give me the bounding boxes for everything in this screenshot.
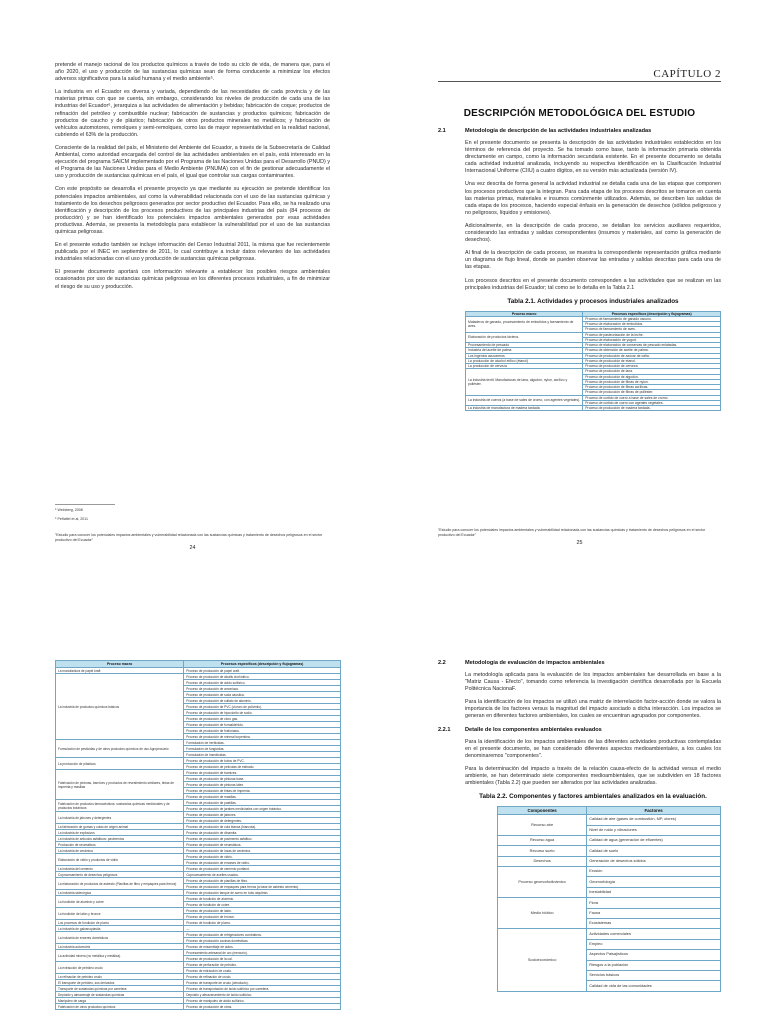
table-cell: Inestabilidad (587, 887, 721, 897)
table-cell: Proceso de faenamiento de aves. (583, 327, 721, 332)
table-cell: Proceso de producción de losas de cerámica. (184, 848, 341, 854)
paragraph: Los procesos descritos en el presente documento corresponden a las actividades que se realizan en las principales industrias del Ecuador; tal como se lo detalla en la Tabla 2.1 (465, 277, 721, 291)
table-cell-group: La industria de artículos asfálticos: pavimentos (56, 836, 184, 842)
table-cell: Proceso de producción de amoníaco. (184, 686, 341, 692)
table-cell-group: La fundición de aluminio y cobre (56, 896, 184, 908)
paragraph: La industria en el Ecuador es diversa y variada, dependiendo de las necesidades de cada provincia y de las materias primas con que se cuenta, sin embargo, considerando los niveles de producción de cada una de las industrias del Ecuador⁶, jerarquiza a las actividades de alimentación y bebidas; fabricación de coque; productos de refinación del petróleo y combustible nuclear; fabricación de sustancias y productos químicos; fabricación de productos de caucho y de plástico; fabricación de otros productos minerales no metálicos; y fabricación de vehículos automotores, remolques y semi-remolques, como las de mayor representatividad en la realidad nacional, cubriendo el 63% de la producción. (55, 89, 330, 138)
table-cell: Proceso de producción de bronce. (184, 914, 341, 920)
page24-body (55, 62, 330, 291)
table-cell-group: La industria del cemento (56, 866, 184, 872)
table-cell-group: Mataderos de ganado, procesamiento de embutidos y faenamiento de aves. (466, 316, 583, 332)
table-cell: Proceso de producción de la cal. (184, 956, 341, 962)
table-cell: Proceso de producción de detergentes. (184, 818, 341, 824)
paragraph: Para la determinación del impacto a través de la relación causa-efecto de la actividad versus el medio ambiente, se han determinado siete componentes medioambientales, que se subdividen en 18 factores ambientales (Tabla 2.2) que pueden ser alterados por las actividades analizadas. (465, 765, 721, 787)
table-cell-group: Depósito y almacenaje de sustancias químicas (56, 992, 184, 998)
table-cell: Proceso de producción de latón. (184, 908, 341, 914)
table-row (498, 929, 721, 939)
paragraph: Al final de la descripción de cada proceso, se muestra la correspondiente representación gráfica mediante un diagrama de flujo lineal, donde se pueden observar las entradas y salidas descritas para cada una de las etapas. (465, 250, 721, 271)
table-cell: Proceso de producción de lana. (583, 369, 721, 374)
section-number: 2.2 (438, 660, 446, 666)
table-cell: Proceso de producción de formaldehído. (184, 722, 341, 728)
table-cell: Proceso de transporte de crudo (oleoducto). (184, 980, 341, 986)
table-title: Tabla 2.2. Componentes y factores ambientales analizados en la evaluación. (479, 793, 707, 801)
table-cell: Proceso de producción de azúcar de caña. (583, 353, 721, 358)
paragraph: En el presente documento se presenta la descripción de las actividades industriales establecidos en los términos de referencia del proyecto. Se ha tomado como base, tanto la información primaria obtenida directamente en campo, como la información secundaria existente. En el presente documento se detalla cada actividad industrial analizada, incluyendo su respectiva identificación en la Clasificación Industrial Internacional Uniforme (CIIU) a cuatro dígitos, en su versión más actualizada (versión IV). (465, 140, 721, 175)
table-cell: Proceso de producción tanque de acero en tubo alquitrán. (184, 890, 341, 896)
table-cell-group: Proceso geomorfodinámico (498, 867, 587, 898)
table-cell: Proceso de producción de planillas de fibro. (184, 878, 341, 884)
table-cell: Proceso de producción de papel craft. (184, 668, 341, 674)
table-row (466, 406, 721, 411)
table-cell: Proceso de producción de tintas de imprenta. (184, 788, 341, 794)
table-cell-group: Formulación de pesticidas y de otros productos químicos de uso Agropecuario (56, 740, 184, 758)
table-cell: Proceso de producción de pavimento asfáltico. (184, 836, 341, 842)
table-cell-group: La industria textil: Manufacturas de lana, algodón, nylon, acrílico y poliéster. (466, 369, 583, 395)
table-cell: Proceso de fundición de aluminio. (184, 896, 341, 902)
table-cell-group: La producción de plásticos (56, 758, 184, 770)
table-cell: Riesgos a la población (587, 960, 721, 970)
table-cell: Proceso de producción de jabones. (184, 812, 341, 818)
table-cell: Proceso de transportación de ácido sulfúrico por carretera. (184, 986, 341, 992)
table-cell: Proceso de faenamiento de ganado vacuno. (583, 316, 721, 321)
table-cell: Proceso de producción de álcalis clorhídrico. (184, 674, 341, 680)
table-cell: Aspectos Paisajísticos (587, 950, 721, 960)
table-cell: Proceso de elaboración de yogurt. (583, 337, 721, 342)
table-cell: Proceso de obtención de aceite de palma. (583, 348, 721, 353)
table-cell-group: La fundición de latón y bronce (56, 908, 184, 920)
table-cell: Proceso de producción de fibras de nylon. (583, 379, 721, 384)
table-cell-group: Fabricación de pinturas, barnices y productos de revestimiento similares, tintas de imprenta y masillas (56, 770, 184, 800)
subsection-number: 2.2.1 (438, 726, 451, 733)
table-cell: Proceso de producción de soda cáustica. (184, 692, 341, 698)
table-cell: — (184, 926, 341, 932)
table-cell-group: La extracción de petróleo crudo (56, 962, 184, 974)
table-cell: Coprocesamiento de aceites usados. (184, 872, 341, 878)
section-title: Metodología de evaluación de impactos ambientales (465, 660, 605, 666)
table-cell-group: Fabricación de otros productos químicos (56, 1004, 184, 1010)
paragraph: La metodología aplicada para la evaluación de los impactos ambientales fue desarrollada en base a la "Matriz Causa - Efecto", tomando como referencia la investigación científica desarrollada por la Escuela Politécnica NacionaF. (465, 672, 721, 693)
table-cell: Proceso de ensamblaje de autos. (184, 944, 341, 950)
table-cell-group: Socioeconómico (498, 929, 587, 991)
paragraph: Para la identificación de los impactos ambientales de las diferentes actividades productivas contempladas en el presente documento, se han considerado diferentes aspectos medioambientales, a los cuales los denominaremos "componentes". (465, 738, 721, 759)
table-cell: Servicios básicos (587, 970, 721, 980)
table-row (498, 846, 721, 856)
table-cell: Calidad de vida de las comunidades (587, 981, 721, 991)
table-cell: Proceso de curtido de cuero a base de sales de cromo. (583, 395, 721, 400)
table-cell: Proceso de producción de PVC (cloruro de polivinilo). (184, 704, 341, 710)
table-cell: Proceso de producción de ácido sulfúrico. (184, 680, 341, 686)
page-24 (55, 62, 330, 562)
table-cell-group: La fabricación de gomas y colas de origen animal (56, 824, 184, 830)
table-cell: Proceso de elaboración de embutidos. (583, 322, 721, 327)
table-cell: Proceso de producción de cemento portland. (184, 866, 341, 872)
table-header: Componentes (498, 807, 587, 815)
paragraph: Una vez descrita de forma general la actividad industrial se detalla cada una de las etapas que componen los procesos productivos que la integran. Para cada etapa de los procesos descritos se tomaron en cuenta las materias primas, materiales e insumos comúnmente utilizados. Además, se describen las salidas de cada etapa de los procesos, haciendo especial énfasis en la generación de desechos (sólidos peligrosos y no peligrosos, líquidos y emisiones). (465, 181, 721, 216)
section-heading (438, 660, 721, 666)
table-cell-group: Recurso suelo (498, 846, 587, 856)
paragraph: Adicionalmente, en la descripción de cada proceso, se detallan los servicios auxiliares requeridos, considerando las entradas y salidas correspondientes (insumos y materiales, así como la generación de desechos). (465, 222, 721, 244)
table-cell-group: La industria de productos químicos básicos (56, 674, 184, 740)
table-cell-group: Los ingenios azucareros (466, 353, 583, 358)
table-cell: Proceso de producción de dinamita. (184, 830, 341, 836)
table-cell-group: La producción de cerveza (466, 364, 583, 369)
table-cell: Proceso de producción cocinas domésticas. (184, 938, 341, 944)
table-2-2 (497, 806, 721, 992)
table-cell-group: La industria de enseres domésticos (56, 932, 184, 944)
footnote: ⁶ Peñafiel et al, 2011 (55, 516, 88, 521)
section-number: 2.1 (438, 128, 446, 134)
table-row (498, 856, 721, 866)
table-row (498, 815, 721, 825)
table-cell: Proceso de producción de fibras de poliéster. (583, 390, 721, 395)
subsection-body (438, 739, 721, 992)
table-cell: Actividades comerciales (587, 929, 721, 939)
table-cell: Proceso de producción de madera tardada. (583, 406, 721, 411)
table-cell: Fauna (587, 908, 721, 918)
table-cell: Proceso de producción de algodón. (583, 374, 721, 379)
paragraph: Con este propósito se desarrolla el presente proyecto ya que mediante su ejecución se pretende identificar los potenciales impactos ambientales, así como la vulnerabilidad relacionada con el uso de las sustancias químicas y tratamiento de los desechos peligrosos generados por sector productivo del Ecuador. Para ello, se ha realizado una identificación y descripción de los procesos productivos de las principales industrias del país (84 procesos de producción) y se han identificado los potenciales impactos ambientales generados por esas actividades productivas. Además, se presenta la metodología para establecer la vulnerabilidad por el uso de las sustancias químicas peligrosas. (55, 186, 330, 235)
table-cell-group: La industria siderúrgica (56, 890, 184, 896)
table-cell: Proceso de extracción de crudo. (184, 968, 341, 974)
table-cell: Empleo (587, 939, 721, 949)
table-cell: Proceso de producción de fosfonatos. (184, 728, 341, 734)
table-row (56, 1004, 341, 1010)
table-cell-group: Procesamiento de pescado (466, 343, 583, 348)
table-cell: Flora (587, 898, 721, 908)
table-cell: Generación de desechos sólidos (587, 856, 721, 866)
table-cell: Proceso de producción de pastillas. (184, 800, 341, 806)
table-cell-group: La industria automotriz (56, 944, 184, 950)
table-cell: Formulación de insecticidas. (184, 752, 341, 758)
table-cell-group: La refinación de petróleo crudo (56, 974, 184, 980)
chapter-heading: CAPÍTULO 2 (653, 68, 721, 80)
table-title: Tabla 2.1. Actividades y procesos industriales analizados (507, 297, 679, 305)
table-cell: Proceso de producción de otros. (184, 1004, 341, 1010)
table-cell: Proceso de producción de envases de vidrio. (184, 860, 341, 866)
page-26 (55, 660, 341, 1024)
table-cell-group: La industria de galvanoplastía (56, 926, 184, 932)
table-cell: Proceso de producción de sulfato de aluminio. (184, 698, 341, 704)
table-cell: Proceso de producción de barnices. (184, 770, 341, 776)
table-header: Factores (587, 807, 721, 815)
table-cell: Proceso de producción de cola blanca (blancola). (184, 824, 341, 830)
section-body (438, 140, 721, 411)
paragraph: El presente documento aportará con información relevante a establecer los posibles riesgos ambientales ocasionados por uso de sustancias químicas peligrosas en los diferentes procesos industriales, a fin de minimizar el riesgo de su uso y producción. (55, 269, 330, 290)
footnote: ⁵ Weinberg, 2008 (55, 507, 83, 512)
table-cell-group: Elaboración de productos lácteos. (466, 332, 583, 343)
table-cell: Erosión (587, 867, 721, 877)
page-25 (438, 62, 721, 562)
table-cell: Proceso de producción de películas de estirado. (184, 764, 341, 770)
table-cell-group: Elaboración de vidrio y productos de vidrio (56, 854, 184, 866)
table-cell-group: Industria del aceite de palma (466, 348, 583, 353)
table-cell: Depósito y almacenamiento de ácido sulfúrico. (184, 992, 341, 998)
table-row (498, 867, 721, 877)
table-cell-group: Medio biótico (498, 898, 587, 929)
table-cell: Proceso de producción de cerveza. (583, 364, 721, 369)
table-cell: Proceso de perforación de petróleo. (184, 962, 341, 968)
table-2-1-continued (55, 660, 341, 1010)
table-cell-group: La elaboración de productos de asbesto (Planillas de fibro y empaques para frenos) (56, 878, 184, 890)
table-header: Procesos específicos (descripción y flujogramas) (184, 661, 341, 668)
table-cell: Proceso de manipuleo de ácido sulfúrico. (184, 998, 341, 1004)
table-cell: Proceso de producción de neumáticos. (184, 842, 341, 848)
table-cell-group: Desechos (498, 856, 587, 866)
table-cell: Proceso de producción de refrigeradores combativos. (184, 932, 341, 938)
section-title: Metodología de descripción de las actividades industriales analizadas (465, 128, 652, 134)
subsection-title: Detalle de los componentes ambientales evaluados (465, 726, 602, 733)
table-cell: Proceso de producción de masillas. (184, 794, 341, 800)
table-cell: Ecosistemas (587, 919, 721, 929)
table-cell-group: Los procesos de fundición de plomo (56, 920, 184, 926)
section-body (438, 672, 721, 721)
table-cell: Proceso de producción de hipoclorito de sodio. (184, 710, 341, 716)
footer-note: "Estudio para conocer los potenciales impactos ambientales y vulnerabilidad relacionada con las sustancias químicas y tratamiento de desechos peligrosos en el sector productivo del Ecuador" (55, 532, 323, 542)
table-row (498, 898, 721, 908)
paragraph: Consciente de la realidad del país, el Ministerio del Ambiente del Ecuador, a través de la Subsecretaría de Calidad Ambiental, como autoridad encargada del control de las actividades ambientales en el país, está interesado en la ejecución del programa SAICM implementado por el Programa de las Naciones Unidas para el Desarrollo (PNUD) y el Programa de las Naciones Unidas para el Medio Ambiente (PNUMA) con el fin de gestionar adecuadamente el uso y producción de sustancias químicas en el país, el igual que controlar sus cargas contaminantes. (55, 144, 330, 180)
table-cell: Proceso de producción de pinturas base. (184, 776, 341, 782)
table-cell-group: El transporte de petróleo, sus derivados (56, 980, 184, 986)
table-header: Procesos específicos (descripción y flujogramas) (583, 311, 721, 316)
subsection-heading (438, 727, 721, 733)
page-27 (438, 660, 721, 1024)
table-cell: Proceso de producción de empaques para frenos (a base de asbesto cemento). (184, 884, 341, 890)
table-cell: Formulación de herbicidas. (184, 740, 341, 746)
paragraph: pretende el manejo racional de los productos químicos a través de todo su ciclo de vida, de manera que, para el año 2020, el uso y producción de las sustancias químicas sean de forma conducente a minimizar los efectos adversos significativos para la salud humana y el medio ambiente⁵. (55, 62, 330, 83)
table-cell: Proceso de producción de jarabes medicinales con origen botánico. (184, 806, 341, 812)
table-cell-group: Recurso agua (498, 835, 587, 845)
footnote-divider (55, 504, 115, 505)
table-cell: Calidad de suelo (587, 846, 721, 856)
table-cell-group: La industria de cueros (a base de sales de cromo, con agentes vegetales). (466, 395, 583, 406)
table-cell-group: Fabricación de productos farmacéuticos: sustancias químicas medicinales y de productos botánicos (56, 800, 184, 812)
table-cell: Formulación de fungicidas. (184, 746, 341, 752)
table-cell-group: La producción de alcohol etílico (etanol) (466, 358, 583, 363)
table-cell: Proceso de producción de vidrio. (184, 854, 341, 860)
table-cell-group: La actividad minera (no metálica y metálica). (56, 950, 184, 962)
table-row (498, 835, 721, 845)
table-cell: Nivel de ruido y vibraciones (587, 825, 721, 835)
page25-footer (438, 528, 721, 546)
page-number: 25 (576, 540, 583, 547)
table-cell: Proceso de refinación de crudo. (184, 974, 341, 980)
table-cell-group: Producción de neumáticos (56, 842, 184, 848)
table-cell-group: La industria de cerámica (56, 848, 184, 854)
table-cell-group: Recurso aire (498, 815, 587, 836)
table-cell: Proceso de fundición de cobre. (184, 902, 341, 908)
paragraph: Para la identificación de los impactos se utilizó una matriz de interrelación factor-acción donde se valora la importancia de los factores versus la magnitud del impacto asociado a dicha interacción. Los impactos se generan en diferentes factores ambientales, los cuales se encuentran agrupados por componentes. (465, 699, 721, 720)
table-cell-group: Transporte de sustancias químicas por carretera (56, 986, 184, 992)
table-cell: Geomorfología (587, 877, 721, 887)
table-cell: Proceso de producción de etanol. (583, 358, 721, 363)
table-cell: Procesamiento artesanal de oro (mercurio). (184, 950, 341, 956)
table-cell-group: Manipuleo de carga (56, 998, 184, 1004)
table-cell-group: La industria de explosivos (56, 830, 184, 836)
table-header: Proceso macro (466, 311, 583, 316)
table-2-1 (465, 311, 721, 412)
table-header: Proceso macro (56, 661, 184, 668)
table-cell: Proceso de producción de cloro gas. (184, 716, 341, 722)
page-number: 24 (189, 544, 196, 551)
page24-footer (55, 500, 330, 551)
paragraph: En el presente estudio también se incluye información del Censo Industrial 2011, la misma que fue recientemente publicada por el INEC en septiembre de 2011, lo cual contribuye a incluir datos relevantes de las actividades industriales relacionadas con el uso y producción de sustancias químicas peligrosas. (55, 242, 330, 263)
table-cell-group: La industria de jabones y detergentes (56, 812, 184, 824)
table-cell: Calidad de agua (generación de efluentes) (587, 835, 721, 845)
table-cell: Proceso de producción de tubos de PVC. (184, 758, 341, 764)
table-cell: Proceso de producción de pinturas látex. (184, 782, 341, 788)
table-cell: Proceso de elaboración de conservas de pescado enlatadas. (583, 343, 721, 348)
table-cell: Proceso de curtido de cuero con agentes vegetales. (583, 400, 721, 405)
table-cell-group: La manufactura de papel kraft (56, 668, 184, 674)
table-cell: Proceso de producción de fibras acrílicas. (583, 385, 721, 390)
table-cell-group: La industria de manufactura de madera tardada (466, 406, 583, 411)
footer-note: "Estudio para conocer los potenciales impactos ambientales y vulnerabilidad relacionada con las sustancias químicas y tratamiento de desechos peligrosos en el sector productivo del Ecuador" (438, 528, 706, 538)
section-heading (438, 128, 721, 134)
table-cell-group: Coprocesamiento de desechos peligrosos (56, 872, 184, 878)
table-cell: Proceso de pasteurización de la leche. (583, 332, 721, 337)
table-cell: Proceso de producción de mineral turpentina. (184, 734, 341, 740)
section-main-title: DESCRIPCIÓN METODOLÓGICA DEL ESTUDIO (463, 108, 696, 119)
table-cell: Calidad de aire (gases de combustión, MP, olores) (587, 815, 721, 825)
table-cell: Proceso de fundición de plomo. (184, 920, 341, 926)
